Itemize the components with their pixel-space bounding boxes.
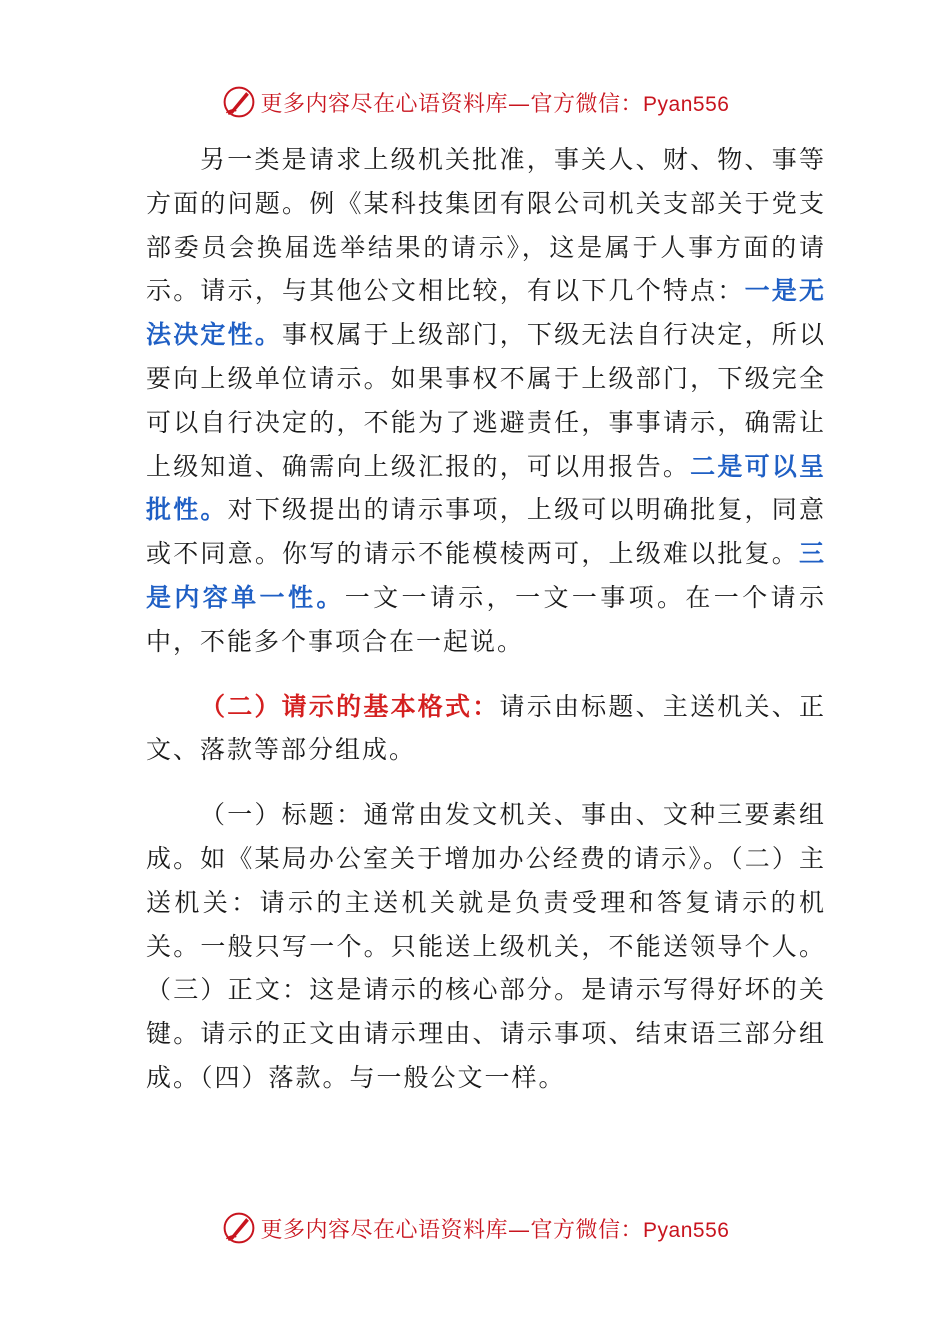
- header-banner: [0, 82, 950, 122]
- paragraph-text: （一）标题：通常由发文机关、事由、文种三要素组成。如《某局办公室关于增加办公经费的请示》。（二）主送机关：请示的主送机关就是负责受理和答复请示的机关。一般只写一个。只能送上级机关，不能送领导个人。（三）正文：这是请示的核心部分。是请示写得好坏的关键。请示的正文由请示理由、请示事项、结束语三部分组成。（四）落款。与一般公文一样。: [146, 800, 826, 1092]
- paragraph-text: 事权属于上级部门，下级无法自行决定，所以要向上级单位请示。如果事权不属于上级部门，下级完全可以自行决定的，不能为了逃避责任，事事请示，确需让上级知道、确需向上级汇报的，可以用报告。: [146, 320, 826, 481]
- paragraph-components: [146, 793, 826, 1100]
- document-body: [146, 138, 826, 1100]
- banner-text: 更多内容尽在心语资料库—官方微信：Pyan556: [260, 91, 730, 117]
- banner-text: 更多内容尽在心语资料库—官方微信：Pyan556: [260, 1217, 730, 1243]
- highlight-feature-1: 一是无法决定性。: [146, 276, 826, 350]
- paragraph-format: [146, 685, 826, 773]
- paragraph-text: 一文一请示，一文一事项。在一个请示中，不能多个事项合在一起说。: [146, 582, 826, 656]
- banner-wechat-id: Pyan556: [643, 92, 730, 116]
- section-heading: （二）请示的基本格式：: [200, 691, 500, 721]
- quill-pen-logo-icon: [221, 84, 257, 120]
- paragraph-text: 对下级提出的请示事项，上级可以明确批复，同意或不同意。你写的请示不能模棱两可，上级难以批复。: [146, 495, 826, 569]
- highlight-feature-3: 三是内容单一性。: [146, 539, 826, 612]
- quill-pen-logo-icon: [221, 1210, 257, 1246]
- banner-wechat-id: Pyan556: [643, 1218, 730, 1242]
- paragraph-text: 请示由标题、主送机关、正文、落款等部分组成。: [146, 691, 826, 765]
- footer-banner: [0, 1208, 950, 1248]
- paragraph-features: [146, 138, 826, 664]
- highlight-feature-2: 二是可以呈批性。: [146, 451, 826, 525]
- paragraph-text: 另一类是请求上级机关批准，事关人、财、物、事等方面的问题。例《某科技集团有限公司机关支部关于党支部委员会换届选举结果的请示》，这是属于人事方面的请示。请示，与其他公文相比较，有以下几个特点：: [146, 145, 826, 306]
